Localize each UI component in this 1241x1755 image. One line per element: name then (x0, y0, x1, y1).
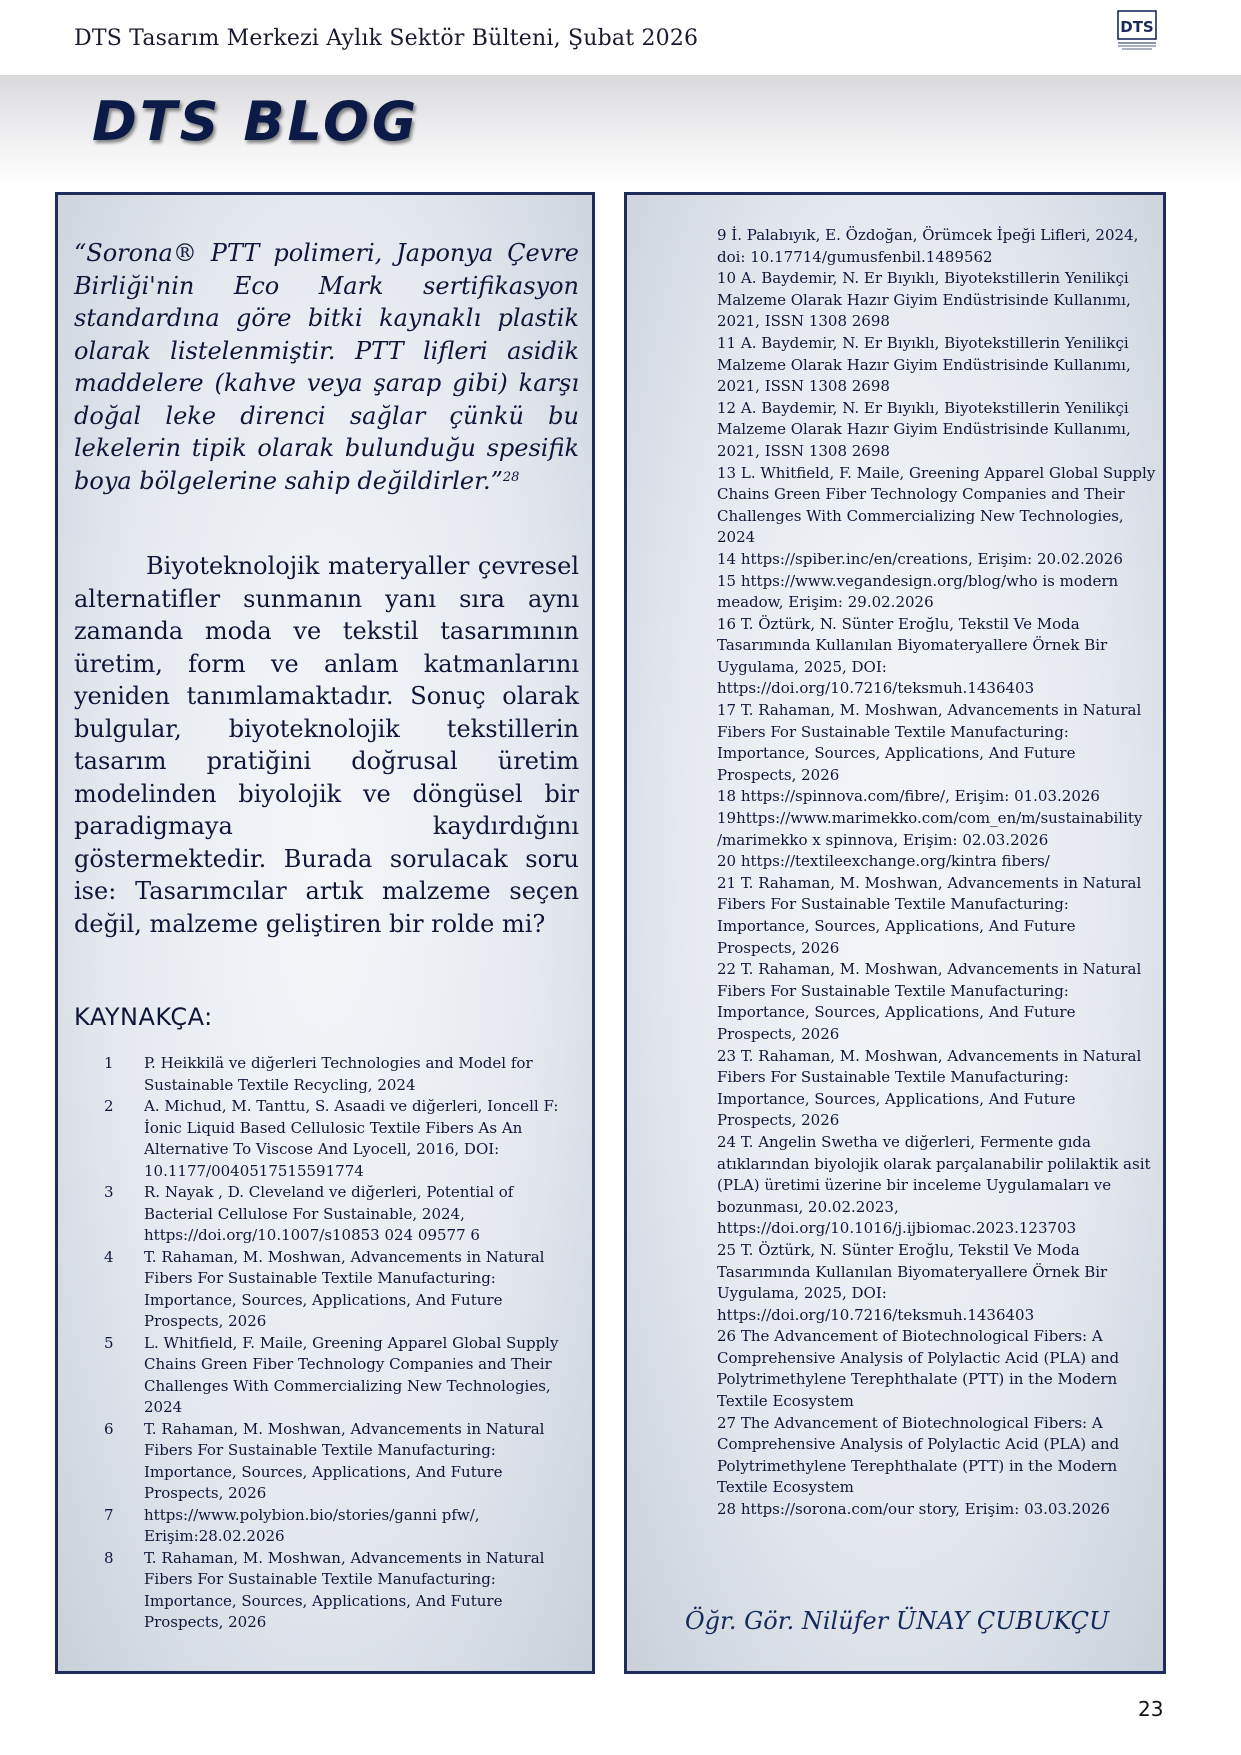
dts-logo (1114, 8, 1160, 54)
sorona-quote (74, 237, 579, 497)
reference-item (74, 1419, 586, 1505)
reference-item: 27 The Advancement of Biotechnological Fibers: A Comprehensive Analysis of Polylactic Acid (PLA) and Polytrimethylene Terephthalate (PTT) in the Modern Textile Ecosystem (717, 1413, 1120, 1497)
references-heading: KAYNAKÇA: (74, 1003, 213, 1031)
reference-text: A. Michud, M. Tanttu, S. Asaadi ve diğerleri, Ioncell F: İonic Liquid Based Cellulosic Textile Fibers As An Alternative To Viscose And Lyocell, 2016, DOI: 10.1177/0040517515591774 (144, 1097, 559, 1180)
reference-item: 9 İ. Palabıyık, E. Özdoğan, Örümcek İpeği Lifleri, 2024, doi: 10.17714/gumusfenbil.1489562 (717, 226, 1139, 266)
bulletin-title: DTS Tasarım Merkezi Aylık Sektör Bülteni, Şubat 2026 (74, 26, 699, 51)
reference-item (74, 1247, 586, 1333)
reference-item: 26 The Advancement of Biotechnological Fibers: A Comprehensive Analysis of Polylactic Acid (PLA) and Polytrimethylene Terephthalate (PTT) in the Modern Textile Ecosystem (717, 1327, 1120, 1411)
reference-text: R. Nayak , D. Cleveland ve diğerleri, Potential of Bacterial Cellulose For Sustainable, 2024, https://doi.org/10.1007/s10853 024 09577 6 (144, 1183, 514, 1244)
page-number: 23 (1138, 1697, 1164, 1721)
reference-item: 11 A. Baydemir, N. Er Bıyıklı, Biyotekstillerin Yenilikçi Malzeme Olarak Hazır Giyim Endüstrisinde Kullanımı, 2021, ISSN 1308 2698 (717, 333, 1131, 396)
reference-number: 7 (104, 1505, 114, 1524)
reference-item: 23 T. Rahaman, M. Moshwan, Advancements in Natural Fibers For Sustainable Textile Manufacturing: Importance, Sources, Applications, And Future Prospects, 2026 (717, 1046, 1142, 1130)
reference-text: https://www.polybion.bio/stories/ganni pfw/, Erişim:28.02.2026 (144, 1505, 480, 1545)
reference-item (74, 1096, 586, 1182)
reference-item: 24 T. Angelin Swetha ve diğerleri, Fermente gıda atıklarından biyolojik olarak parçalanabilir polilaktik asit (PLA) üretimi üzerine bir inceleme Uygulamaları ve bozunması, 20.02.2023, https://doi.org/10.1016/j.ijbiomac.2023.123703 (717, 1132, 1151, 1238)
reference-number: 3 (104, 1183, 114, 1201)
reference-item: 28 https://sorona.com/our story, Erişim: 03.03.2026 (717, 1500, 1110, 1519)
reference-item: 25 T. Öztürk, N. Sünter Eroğlu, Tekstil Ve Moda Tasarımında Kullanılan Biyomateryallere Örnek Bir Uygulama, 2025, DOI: https://doi.org/10.7216/teksmuh.1436403 (717, 1240, 1108, 1324)
reference-list-right (717, 225, 1157, 1521)
author-signature: Öğr. Gör. Nilüfer ÜNAY ÇUBUKÇU (685, 1607, 1110, 1635)
reference-item: 10 A. Baydemir, N. Er Bıyıklı, Biyotekstillerin Yenilikçi Malzeme Olarak Hazır Giyim Endüstrisinde Kullanımı, 2021, ISSN 1308 2698 (717, 269, 1131, 331)
reference-item: 14 https://spiber.inc/en/creations, Erişim: 20.02.2026 (717, 549, 1123, 568)
reference-item: 17 T. Rahaman, M. Moshwan, Advancements in Natural Fibers For Sustainable Textile Manufacturing: Importance, Sources, Applications, And Future Prospects, 2026 (717, 701, 1142, 784)
reference-item: 21 T. Rahaman, M. Moshwan, Advancements in Natural Fibers For Sustainable Textile Manufacturing: Importance, Sources, Applications, And Future Prospects, 2026 (717, 873, 1142, 957)
reference-text: T. Rahaman, M. Moshwan, Advancements in Natural Fibers For Sustainable Textile Manufacturing: Importance, Sources, Applications, And Future Prospects, 2026 (144, 1247, 545, 1330)
reference-item: 12 A. Baydemir, N. Er Bıyıklı, Biyotekstillerin Yenilikçi Malzeme Olarak Hazır Giyim Endüstrisinde Kullanımı, 2021, ISSN 1308 2698 (717, 398, 1131, 460)
reference-number: 6 (104, 1419, 114, 1438)
reference-item (74, 1505, 586, 1548)
reference-number: 5 (104, 1333, 114, 1352)
blog-title: DTS BLOG (92, 90, 420, 153)
reference-item (74, 1333, 586, 1419)
reference-item (74, 1053, 586, 1096)
reference-item: 18 https://spinnova.com/fibre/, Erişim: 01.03.2026 (717, 787, 1100, 806)
right-panel (624, 192, 1166, 1674)
reference-item (74, 1182, 586, 1247)
reference-text: T. Rahaman, M. Moshwan, Advancements in Natural Fibers For Sustainable Textile Manufacturing: Importance, Sources, Applications, And Future Prospects, 2026 (144, 1419, 545, 1502)
conclusion-paragraph: Biyoteknolojik materyaller çevresel alternatifler sunmanın yanı sıra aynı zamanda moda ve tekstil tasarımının üretim, form ve anlam katmanlarını yeniden tanımlamaktadır. Sonuç olarak bulgular, biyoteknolojik tekstillerin tasarım pratiğini doğrusal üretim modelinden biyolojik ve döngüsel bir paradigmaya kaydırdığını göstermektedir. Burada sorulacak soru ise: Tasarımcılar artık malzeme seçen değil, malzeme geliştiren bir rolde mi? (74, 552, 579, 938)
reference-number: 8 (104, 1548, 114, 1567)
reference-number: 4 (104, 1247, 114, 1266)
reference-number: 2 (104, 1097, 114, 1115)
reference-item: 15 https://www.vegandesign.org/blog/who is modern meadow, Erişim: 29.02.2026 (717, 571, 1119, 612)
reference-list-left (74, 1053, 586, 1634)
reference-text: L. Whitfield, F. Maile, Greening Apparel Global Supply Chains Green Fiber Technology Companies and Their Challenges With Commercializing New Technologies, 2024 (144, 1333, 559, 1416)
quote-footnote: 28 (502, 469, 520, 485)
reference-item: 20 https://textileexchange.org/kintra fibers/ (717, 852, 1050, 871)
reference-item: 19https://www.marimekko.com/com_en/m/sustainability /marimekko x spinnova, Erişim: 02.03.2026 (717, 809, 1143, 849)
reference-text: P. Heikkilä ve diğerleri Technologies and Model for Sustainable Textile Recycling, 2024 (144, 1054, 533, 1094)
reference-item: 13 L. Whitfield, F. Maile, Greening Apparel Global Supply Chains Green Fiber Technology Companies and Their Challenges With Commercializing New Technologies, 2024 (717, 463, 1156, 547)
dts-logo-text: DTS (1120, 18, 1154, 36)
reference-item: 16 T. Öztürk, N. Sünter Eroğlu, Tekstil Ve Moda Tasarımında Kullanılan Biyomateryallere Örnek Bir Uygulama, 2025, DOI: https://doi.org/10.7216/teksmuh.1436403 (717, 614, 1108, 698)
reference-item (74, 1548, 586, 1634)
reference-number: 1 (104, 1054, 114, 1072)
left-panel (55, 192, 595, 1674)
reference-text: T. Rahaman, M. Moshwan, Advancements in Natural Fibers For Sustainable Textile Manufacturing: Importance, Sources, Applications, And Future Prospects, 2026 (144, 1548, 545, 1631)
reference-item: 22 T. Rahaman, M. Moshwan, Advancements in Natural Fibers For Sustainable Textile Manufacturing: Importance, Sources, Applications, And Future Prospects, 2026 (717, 960, 1142, 1043)
quote-text: “Sorona® PTT polimeri, Japonya Çevre Birliği'nin Eco Mark sertifikasyon standardına göre bitki kaynaklı plastik olarak listelenmiştir. PTT lifleri asidik maddelere (kahve veya şarap gibi) karşı doğal leke direnci sağlar çünkü bu lekelerin tipik olarak bulunduğu spesifik boya bölgelerine sahip değildirler.” (74, 239, 579, 495)
